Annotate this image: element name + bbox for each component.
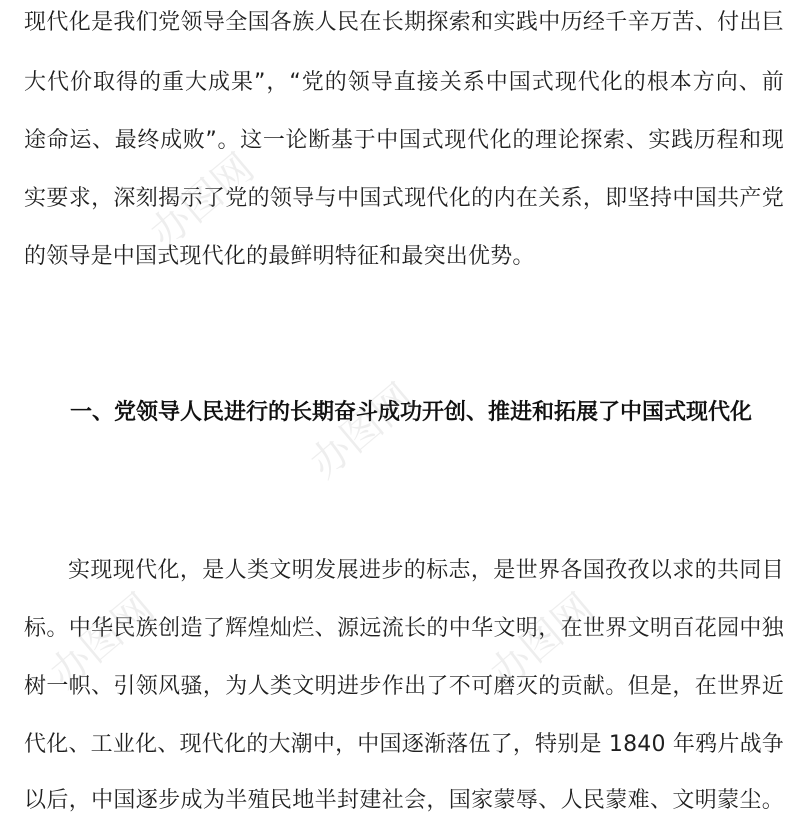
intro-line-1: 现代化是我们党领导全国各族人民在长期探索和实践中历经千辛万苦、付出巨 [24, 10, 784, 35]
body-line-5: 以后，中国逐步成为半殖民地半封建社会，国家蒙辱、人民蒙难、文明蒙尘。 [24, 788, 784, 813]
body-line-2: 标。中华民族创造了辉煌灿烂、源远流长的中华文明，在世界文明百花园中独 [24, 616, 784, 641]
intro-line-2: 大代价取得的重大成果”，“党的领导直接关系中国式现代化的根本方向、前 [24, 70, 784, 95]
body-line-3: 树一帜、引领风骚，为人类文明进步作出了不可磨灭的贡献。但是，在世界近 [24, 674, 784, 699]
watermark: 办图网 [41, 584, 163, 698]
body-line-1: 实现现代化，是人类文明发展进步的标志，是世界各国孜孜以求的共同目 [68, 558, 784, 583]
intro-line-5: 的领导是中国式现代化的最鲜明特征和最突出优势。 [24, 244, 535, 269]
intro-line-3: 途命运、最终成败”。这一论断基于中国式现代化的理论探索、实践历程和现 [24, 128, 784, 153]
watermark: 办图网 [301, 374, 423, 488]
watermark: 办图网 [481, 584, 603, 698]
intro-line-4: 实要求，深刻揭示了党的领导与中国式现代化的内在关系，即坚持中国共产党 [24, 186, 784, 211]
watermark: 办图网 [141, 144, 263, 258]
section-heading: 一、党领导人民进行的长期奋斗成功开创、推进和拓展了中国式现代化 [70, 400, 753, 425]
body-line-4: 代化、工业化、现代化的大潮中，中国逐渐落伍了，特别是 1840 年鸦片战争 [24, 732, 784, 757]
